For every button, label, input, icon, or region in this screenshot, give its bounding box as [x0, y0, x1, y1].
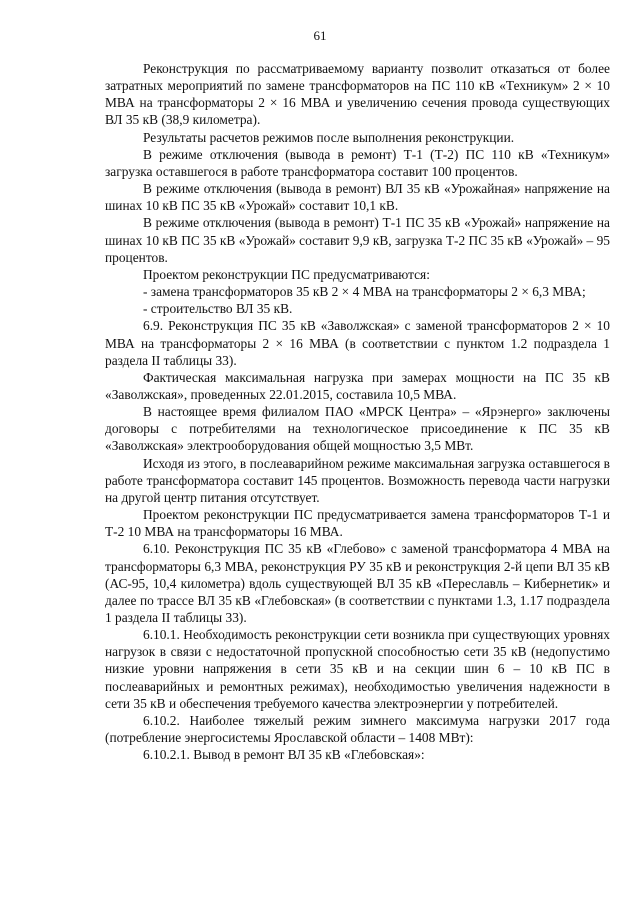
- section-6-10: 6.10. Реконструкция ПС 35 кВ «Глебово» с заменой трансформатора 4 МВА на трансформаторы 6,3 МВА, реконструкция РУ 35 кВ и реконструкция 2-й цепи ВЛ 35 кВ (АС-95, 10,4 километра) вдоль существующей ВЛ 35 кВ «Переславль – Кибернетик» и далее по трассе ВЛ 35 кВ «Глебовская» (в соответствии с пунктами 1.3, 1.17 подраздела 1 раздела II таблицы 33).: [105, 541, 610, 625]
- list-item-line-construction: - строительство ВЛ 35 кВ.: [143, 301, 293, 317]
- paragraph-results-heading: Результаты расчетов режимов после выполнения реконструкции.: [143, 129, 515, 145]
- paragraph-contracts: В настоящее время филиалом ПАО «МРСК Центра» – «Ярэнерго» заключены договоры с потребителями на технологическое присоединение к ПС 35 кВ «Заволжская» электрооборудования общей мощностью 3,5 МВт.: [105, 404, 610, 454]
- section-6-10-2-1: 6.10.2.1. Вывод в ремонт ВЛ 35 кВ «Глебовская»:: [143, 747, 425, 763]
- paragraph-project-intro: Проектом реконструкции ПС предусматриваются:: [143, 266, 430, 282]
- paragraph-postemergency-load: Исходя из этого, в послеаварийном режиме максимальная загрузка оставшегося в работе трансформатора составит 145 процентов. Возможность перевода части нагрузки на другой центр питания отсутствует.: [105, 455, 610, 505]
- body-text: [105, 60, 610, 763]
- paragraph-tekhnikum-mode: В режиме отключения (вывода в ремонт) Т-1 (Т-2) ПС 110 кВ «Техникум» загрузка оставшегося в работе трансформатора составит 100 процентов.: [105, 146, 610, 179]
- list-item-transformer-replacement: - замена трансформаторов 35 кВ 2 × 4 МВА на трансформаторы 2 × 6,3 МВА;: [143, 284, 586, 300]
- section-6-10-2: 6.10.2. Наиболее тяжелый режим зимнего максимума нагрузки 2017 года (потребление энергосистемы Ярославской области – 1408 МВт):: [105, 712, 610, 746]
- page-number: 61: [313, 28, 327, 43]
- paragraph-urozhay-mode: В режиме отключения (вывода в ремонт) Т-1 ПС 35 кВ «Урожай» напряжение на шинах 10 кВ ПС 35 кВ «Урожай» составит 9,9 кВ, загрузка Т-2 ПС 35 кВ «Урожай» – 95 процентов.: [105, 215, 610, 265]
- section-6-9: 6.9. Реконструкция ПС 35 кВ «Заволжская» с заменой трансформаторов 2 × 10 МВА на трансформаторы 2 × 16 МВА (в соответствии с пунктом 1.2 подраздела 1 раздела II таблицы 33).: [105, 318, 610, 368]
- paragraph-project-replacement: Проектом реконструкции ПС предусматривается замена трансформаторов Т-1 и Т-2 10 МВА на трансформаторы 16 МВА.: [105, 507, 610, 540]
- paragraph-reconstruction-benefit: Реконструкция по рассматриваемому варианту позволит отказаться от более затратных мероприятий по замене трансформаторов на ПС 110 кВ «Техникум» 2 × 10 МВА на трансформаторы 2 × 16 МВА и увеличению сечения провода существующих ВЛ 35 кВ (38,9 километра).: [105, 61, 610, 128]
- paragraph-actual-load: Фактическая максимальная нагрузка при замерах мощности на ПС 35 кВ «Заволжская», проведенных 22.01.2015, составила 10,5 МВА.: [105, 369, 610, 402]
- paragraph-urozhaynaya-mode: В режиме отключения (вывода в ремонт) ВЛ 35 кВ «Урожайная» напряжение на шинах 10 кВ ПС 35 кВ «Урожай» составит 10,1 кВ.: [105, 181, 610, 214]
- section-6-10-1: 6.10.1. Необходимость реконструкции сети возникла при существующих уровнях нагрузок в связи с недостаточной пропускной способностью сети 35 кВ (недопустимо низкие уровни напряжения в сети 35 кВ и на секции шин 6 – 10 кВ ПС в послеаварийных и ремонтных режимах), необходимостью увеличения надежности в сети 35 кВ и обеспечения требуемого качества электроэнергии у потребителей.: [105, 627, 610, 711]
